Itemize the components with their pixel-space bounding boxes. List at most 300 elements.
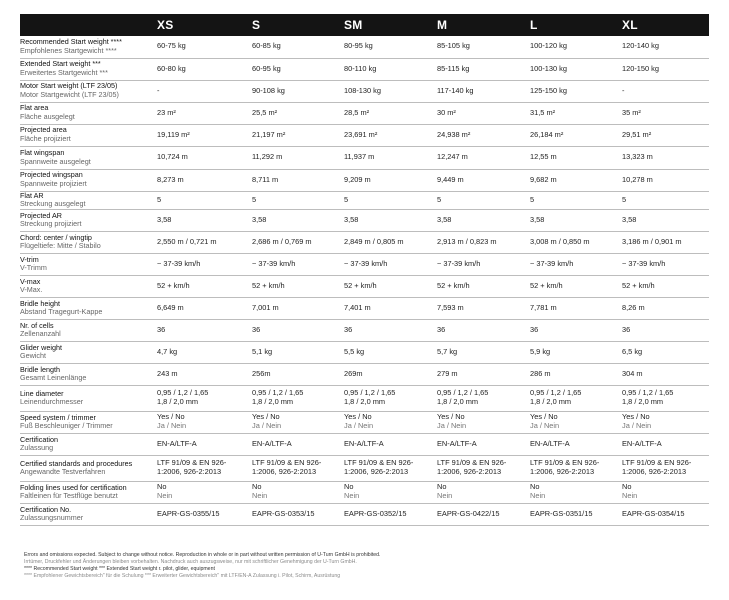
spec-value: 8,711 m [252,174,279,184]
spec-value-cell [340,385,433,411]
spec-value: No [252,482,262,492]
spec-label-de: Flügeltiefe: Mitte / Stabilo [20,241,101,251]
spec-value: 31,5 m² [530,107,556,117]
spec-value: ~ 37-39 km/h [437,258,481,268]
spec-value-cell [153,146,248,169]
spec-label [20,169,153,191]
spec-value-cell [618,169,709,191]
spec-label-de: Abstand Tragegurt-Kappe [20,307,103,317]
spec-label-en: Bridle length [20,364,60,374]
spec-value: LTF 91/09 & EN 926- [157,458,227,468]
spec-value: 0,95 / 1,2 / 1,65 [530,388,582,398]
spec-label-de: Leinendurchmesser [20,397,84,407]
spec-value-cell [433,102,526,124]
spec-value-cell [153,385,248,411]
spec-value-cell [153,231,248,253]
spec-value-cell [153,297,248,319]
spec-value: 60-95 kg [252,63,281,73]
spec-label-de: Streckung projiziert [20,219,82,229]
spec-value-cell [618,146,709,169]
spec-value: 1,8 / 2,0 mm [437,397,479,407]
spec-value: EN-A/LTF-A [252,438,292,448]
spec-value-cell [433,363,526,385]
spec-label [20,253,153,275]
spec-value: 36 [157,324,166,334]
spec-value-cell [340,36,433,58]
spec-value: 243 m [157,368,178,378]
spec-row [20,411,709,433]
spec-value-cell [618,58,709,80]
spec-value-cell [618,80,709,102]
spec-value-cell [340,275,433,297]
spec-label-en: Certification [20,434,58,444]
spec-value-cell [433,297,526,319]
spec-value: 120-150 kg [622,63,659,73]
spec-value-cell [526,503,618,525]
spec-value: 36 [252,324,261,334]
spec-value: 3,58 [252,214,267,224]
spec-value: 5 [622,194,627,204]
spec-label-de: Zulassung [20,443,54,453]
spec-value: 7,001 m [252,302,279,312]
spec-value-cell [340,191,433,209]
spec-value-cell [340,297,433,319]
spec-value: 120-140 kg [622,41,659,51]
spec-value-cell [248,58,340,80]
spec-value-de: Nein [252,491,268,501]
spec-value: 52 + km/h [622,280,655,290]
spec-value: 5 [157,194,162,204]
spec-value: 1:2006, 926-2:2013 [157,467,222,477]
spec-value-cell [618,341,709,363]
spec-value-cell [248,102,340,124]
spec-value-cell [618,191,709,209]
spec-value: 1,8 / 2,0 mm [622,397,664,407]
spec-value: EN-A/LTF-A [622,438,662,448]
spec-value-cell [526,411,618,433]
spec-value-cell [153,341,248,363]
spec-value-cell [433,275,526,297]
spec-value: EN-A/LTF-A [157,438,197,448]
spec-value-cell [526,231,618,253]
spec-value: 85-105 kg [437,41,470,51]
spec-value: 19,119 m² [157,129,190,139]
spec-value: 2,550 m / 0,721 m [157,236,217,246]
spec-value-cell [153,253,248,275]
spec-value: 36 [530,324,539,334]
spec-value: 11,292 m [252,152,283,162]
spec-row [20,36,709,58]
spec-value: 3,186 m / 0,901 m [622,236,682,246]
size-header-m: M [437,18,448,32]
spec-value: 125-150 kg [530,85,567,95]
spec-label [20,58,153,80]
spec-value: 279 m [437,368,458,378]
spec-value: ~ 37-39 km/h [344,258,388,268]
spec-value: 12,247 m [437,152,468,162]
spec-value: Yes / No [622,412,650,422]
spec-label-en: Certified standards and procedures [20,458,133,468]
spec-label-en: Flat area [20,103,49,113]
spec-value-cell [153,124,248,146]
spec-value-de: Nein [530,491,546,501]
spec-value-cell [433,209,526,231]
spec-value-cell [526,481,618,503]
spec-label-en: Chord: center / wingtip [20,232,92,242]
spec-value-cell [618,124,709,146]
spec-label-de: Gewicht [20,351,46,361]
spec-value-cell [153,58,248,80]
spec-value: EAPR-GS-0355/15 [157,508,220,518]
spec-value: 60-85 kg [252,41,281,51]
spec-value: 52 + km/h [252,280,285,290]
spec-label-de: Empfohlenes Startgewicht **** [20,45,117,55]
spec-value-de: Ja / Nein [344,421,374,431]
spec-value-cell [340,102,433,124]
spec-value-cell [248,191,340,209]
spec-value: No [622,482,632,492]
spec-value-cell [248,433,340,455]
spec-value: ~ 37-39 km/h [622,258,666,268]
spec-value: 256m [252,368,271,378]
spec-row [20,363,709,385]
spec-label [20,275,153,297]
spec-value-cell [526,124,618,146]
spec-value: No [157,482,167,492]
spec-value: 2,686 m / 0,769 m [252,236,312,246]
spec-value-cell [248,363,340,385]
spec-label-de: V-Trimm [20,263,47,273]
spec-value: 11,937 m [344,152,375,162]
spec-label-en: Folding lines used for certification [20,482,127,492]
spec-value-cell [526,36,618,58]
spec-row [20,191,709,209]
spec-value: 1:2006, 926-2:2013 [622,467,687,477]
spec-label-en: V-trim [20,254,39,264]
spec-value-de: Ja / Nein [530,421,560,431]
spec-row [20,58,709,80]
spec-value: No [530,482,540,492]
spec-value-cell [153,433,248,455]
spec-value: 5,9 kg [530,346,551,356]
spec-label-de: Gesamt Leinenlänge [20,373,87,383]
spec-value-de: Nein [157,491,173,501]
spec-label-en: Projected wingspan [20,170,83,180]
size-header-xl: XL [622,18,638,32]
spec-value: 5,5 kg [344,346,365,356]
spec-value-cell [340,231,433,253]
size-header-xs: XS [157,18,174,32]
spec-value: 1,8 / 2,0 mm [344,397,386,407]
spec-value: 25,5 m² [252,107,278,117]
spec-value: 26,184 m² [530,129,564,139]
spec-value: 5 [252,194,257,204]
spec-value-cell [340,411,433,433]
spec-value: 5,1 kg [252,346,273,356]
spec-label-de: V-Max. [20,285,43,295]
spec-value-de: Ja / Nein [157,421,187,431]
spec-value: 35 m² [622,107,641,117]
spec-value-cell [526,146,618,169]
spec-label [20,297,153,319]
spec-value-cell [248,209,340,231]
spec-label-en: Projected area [20,125,67,135]
spec-value-cell [433,58,526,80]
spec-value: 24,938 m² [437,129,471,139]
spec-value-cell [248,481,340,503]
spec-row [20,481,709,503]
spec-value: 6,649 m [157,302,184,312]
spec-row [20,433,709,455]
spec-label [20,341,153,363]
spec-label [20,385,153,411]
spec-value: Yes / No [344,412,372,422]
spec-value-cell [618,503,709,525]
spec-value-cell [153,102,248,124]
spec-label-en: Nr. of cells [20,320,54,330]
spec-label-de: Faltleinen für Testflüge benutzt [20,491,118,501]
spec-value: 52 + km/h [437,280,470,290]
spec-value: LTF 91/09 & EN 926- [530,458,600,468]
spec-value: - [622,85,625,95]
spec-value: 0,95 / 1,2 / 1,65 [622,388,674,398]
spec-value: 286 m [530,368,551,378]
spec-value-cell [526,253,618,275]
spec-value-cell [153,481,248,503]
spec-row [20,124,709,146]
spec-label [20,363,153,385]
spec-value-cell [153,363,248,385]
spec-label-en: Extended Start weight *** [20,59,101,69]
spec-label-en: Certification No. [20,504,72,514]
spec-value: 0,95 / 1,2 / 1,65 [157,388,209,398]
spec-value-cell [340,80,433,102]
spec-value-cell [526,297,618,319]
spec-value-cell [153,455,248,481]
spec-value-de: Ja / Nein [252,421,282,431]
spec-value: 1:2006, 926-2:2013 [437,467,502,477]
spec-value: No [437,482,447,492]
spec-value-cell [248,455,340,481]
spec-value-cell [248,253,340,275]
spec-value: 21,197 m² [252,129,286,139]
size-header-s: S [252,18,261,32]
spec-value-de: Nein [437,491,453,501]
spec-value: 10,278 m [622,174,653,184]
spec-value: 23,691 m² [344,129,378,139]
spec-value-cell [340,503,433,525]
spec-value: 0,95 / 1,2 / 1,65 [437,388,489,398]
spec-row [20,319,709,341]
spec-value-cell [433,385,526,411]
spec-value: 52 + km/h [344,280,377,290]
size-header-l: L [530,18,538,32]
spec-value: EAPR-GS-0351/15 [530,508,593,518]
spec-value: ~ 37-39 km/h [252,258,296,268]
spec-value: 1,8 / 2,0 mm [157,397,199,407]
spec-value: 108-130 kg [344,85,381,95]
spec-value: 28,5 m² [344,107,370,117]
spec-row [20,503,709,525]
spec-value-cell [340,209,433,231]
spec-value-cell [433,341,526,363]
spec-value: 5 [344,194,349,204]
spec-value: EN-A/LTF-A [344,438,384,448]
spec-value: 100-130 kg [530,63,567,73]
spec-value-cell [618,319,709,341]
spec-value-cell [340,169,433,191]
spec-row [20,275,709,297]
spec-value-cell [248,319,340,341]
spec-value-cell [340,146,433,169]
spec-value-cell [340,341,433,363]
spec-row [20,102,709,124]
spec-value: - [157,85,160,95]
spec-row [20,253,709,275]
spec-value: 36 [437,324,446,334]
spec-label [20,481,153,503]
spec-value: EAPR-GS-0352/15 [344,508,407,518]
spec-value: 9,682 m [530,174,557,184]
spec-value-cell [248,503,340,525]
spec-value: 7,593 m [437,302,464,312]
spec-value-cell [248,275,340,297]
size-header-bar [20,14,709,36]
spec-value: ~ 37-39 km/h [157,258,201,268]
spec-value-cell [153,209,248,231]
spec-value-cell [526,319,618,341]
spec-label [20,102,153,124]
spec-value-cell [618,455,709,481]
spec-value: 8,273 m [157,174,184,184]
spec-value: 29,51 m² [622,129,652,139]
spec-value: 5 [530,194,535,204]
spec-value-cell [248,80,340,102]
spec-value: ~ 37-39 km/h [530,258,574,268]
spec-value: 1:2006, 926-2:2013 [530,467,595,477]
spec-value: 23 m² [157,107,176,117]
spec-value: 0,95 / 1,2 / 1,65 [344,388,396,398]
footnote-line: **** Empfohlener Gewichtsbereich" für die Schulung *** Erweiterter Gewichtsbereich" mit LTF/EN-A Zulassung i. Pilot, Schirm, Ausrüstung [24,573,341,579]
spec-value-cell [153,169,248,191]
spec-value-de: Nein [344,491,360,501]
spec-value: 3,58 [437,214,452,224]
spec-value: LTF 91/09 & EN 926- [252,458,322,468]
spec-row [20,80,709,102]
spec-value: 7,401 m [344,302,371,312]
spec-label-en: Glider weight [20,342,62,352]
spec-label-de: Spannweite projiziert [20,179,87,188]
spec-value-cell [433,169,526,191]
spec-value-cell [618,209,709,231]
spec-value-cell [618,36,709,58]
spec-value-cell [618,275,709,297]
spec-value: 2,849 m / 0,805 m [344,236,404,246]
spec-value: 117-140 kg [437,85,474,95]
spec-value-cell [248,124,340,146]
spec-label-en: Motor Start weight (LTF 23/05) [20,81,118,91]
spec-label-de: Zulassungsnummer [20,513,84,523]
spec-label [20,503,153,525]
spec-value: 1:2006, 926-2:2013 [344,467,409,477]
spec-value-cell [248,231,340,253]
spec-value: 3,008 m / 0,850 m [530,236,590,246]
spec-value-de: Ja / Nein [622,421,652,431]
spec-value-cell [248,297,340,319]
spec-value-cell [340,433,433,455]
spec-label-en: Bridle height [20,298,60,308]
spec-value-cell [526,341,618,363]
spec-value-cell [153,275,248,297]
spec-label-en: Speed system / trimmer [20,412,96,422]
spec-value-cell [618,102,709,124]
spec-value-cell [248,169,340,191]
spec-label-de: Angewandte Testverfahren [20,467,106,477]
spec-row [20,455,709,481]
footnote-line: Irrtümer, Druckfehler und Änderungen bleiben vorbehalten. Nachdruck auch auszugsweise, nur mit schriftlicher Genehmigung der U-Turn GmbH. [24,559,357,565]
footnote-line: Errors and omissions expected. Subject to change without notice. Reproduction in whole or in part without written permission of U-Turn GmbH is prohibited. [24,552,381,558]
spec-value-cell [618,363,709,385]
spec-value-cell [526,363,618,385]
spec-value-cell [526,80,618,102]
spec-value: 5 [437,194,442,204]
spec-value-cell [433,36,526,58]
spec-label [20,36,153,58]
spec-value: 3,58 [344,214,359,224]
spec-value: Yes / No [252,412,280,422]
spec-value-cell [340,253,433,275]
spec-value-cell [153,319,248,341]
spec-value-cell [618,481,709,503]
spec-label [20,146,153,169]
spec-row [20,169,709,191]
spec-value: EAPR-GS-0354/15 [622,508,685,518]
spec-label-de: Fläche projiziert [20,134,71,143]
spec-value-cell [526,385,618,411]
spec-value-cell [433,503,526,525]
spec-value-cell [433,411,526,433]
spec-value: 90-108 kg [252,85,285,95]
spec-value-cell [248,411,340,433]
spec-value: 0,95 / 1,2 / 1,65 [252,388,304,398]
spec-label-de: Fuß Beschleuniger / Trimmer [20,421,113,431]
spec-row [20,297,709,319]
spec-value: 60-80 kg [157,63,186,73]
spec-value-cell [618,231,709,253]
spec-value-cell [153,411,248,433]
spec-label-en: Projected AR [20,210,62,220]
spec-value: EAPR-GS-0422/15 [437,508,500,518]
spec-value-cell [433,231,526,253]
spec-value-cell [340,58,433,80]
spec-value-cell [433,80,526,102]
spec-value-cell [340,319,433,341]
spec-value-cell [433,146,526,169]
spec-label [20,124,153,146]
spec-value-cell [526,102,618,124]
spec-value-cell [248,385,340,411]
spec-value: 7,781 m [530,302,557,312]
spec-value-cell [248,36,340,58]
spec-value-cell [340,455,433,481]
spec-value-cell [618,253,709,275]
spec-value-cell [618,411,709,433]
spec-value: 30 m² [437,107,456,117]
spec-value: 52 + km/h [530,280,563,290]
spec-value-cell [618,385,709,411]
spec-label [20,231,153,253]
spec-label-en: V-max [20,276,41,286]
